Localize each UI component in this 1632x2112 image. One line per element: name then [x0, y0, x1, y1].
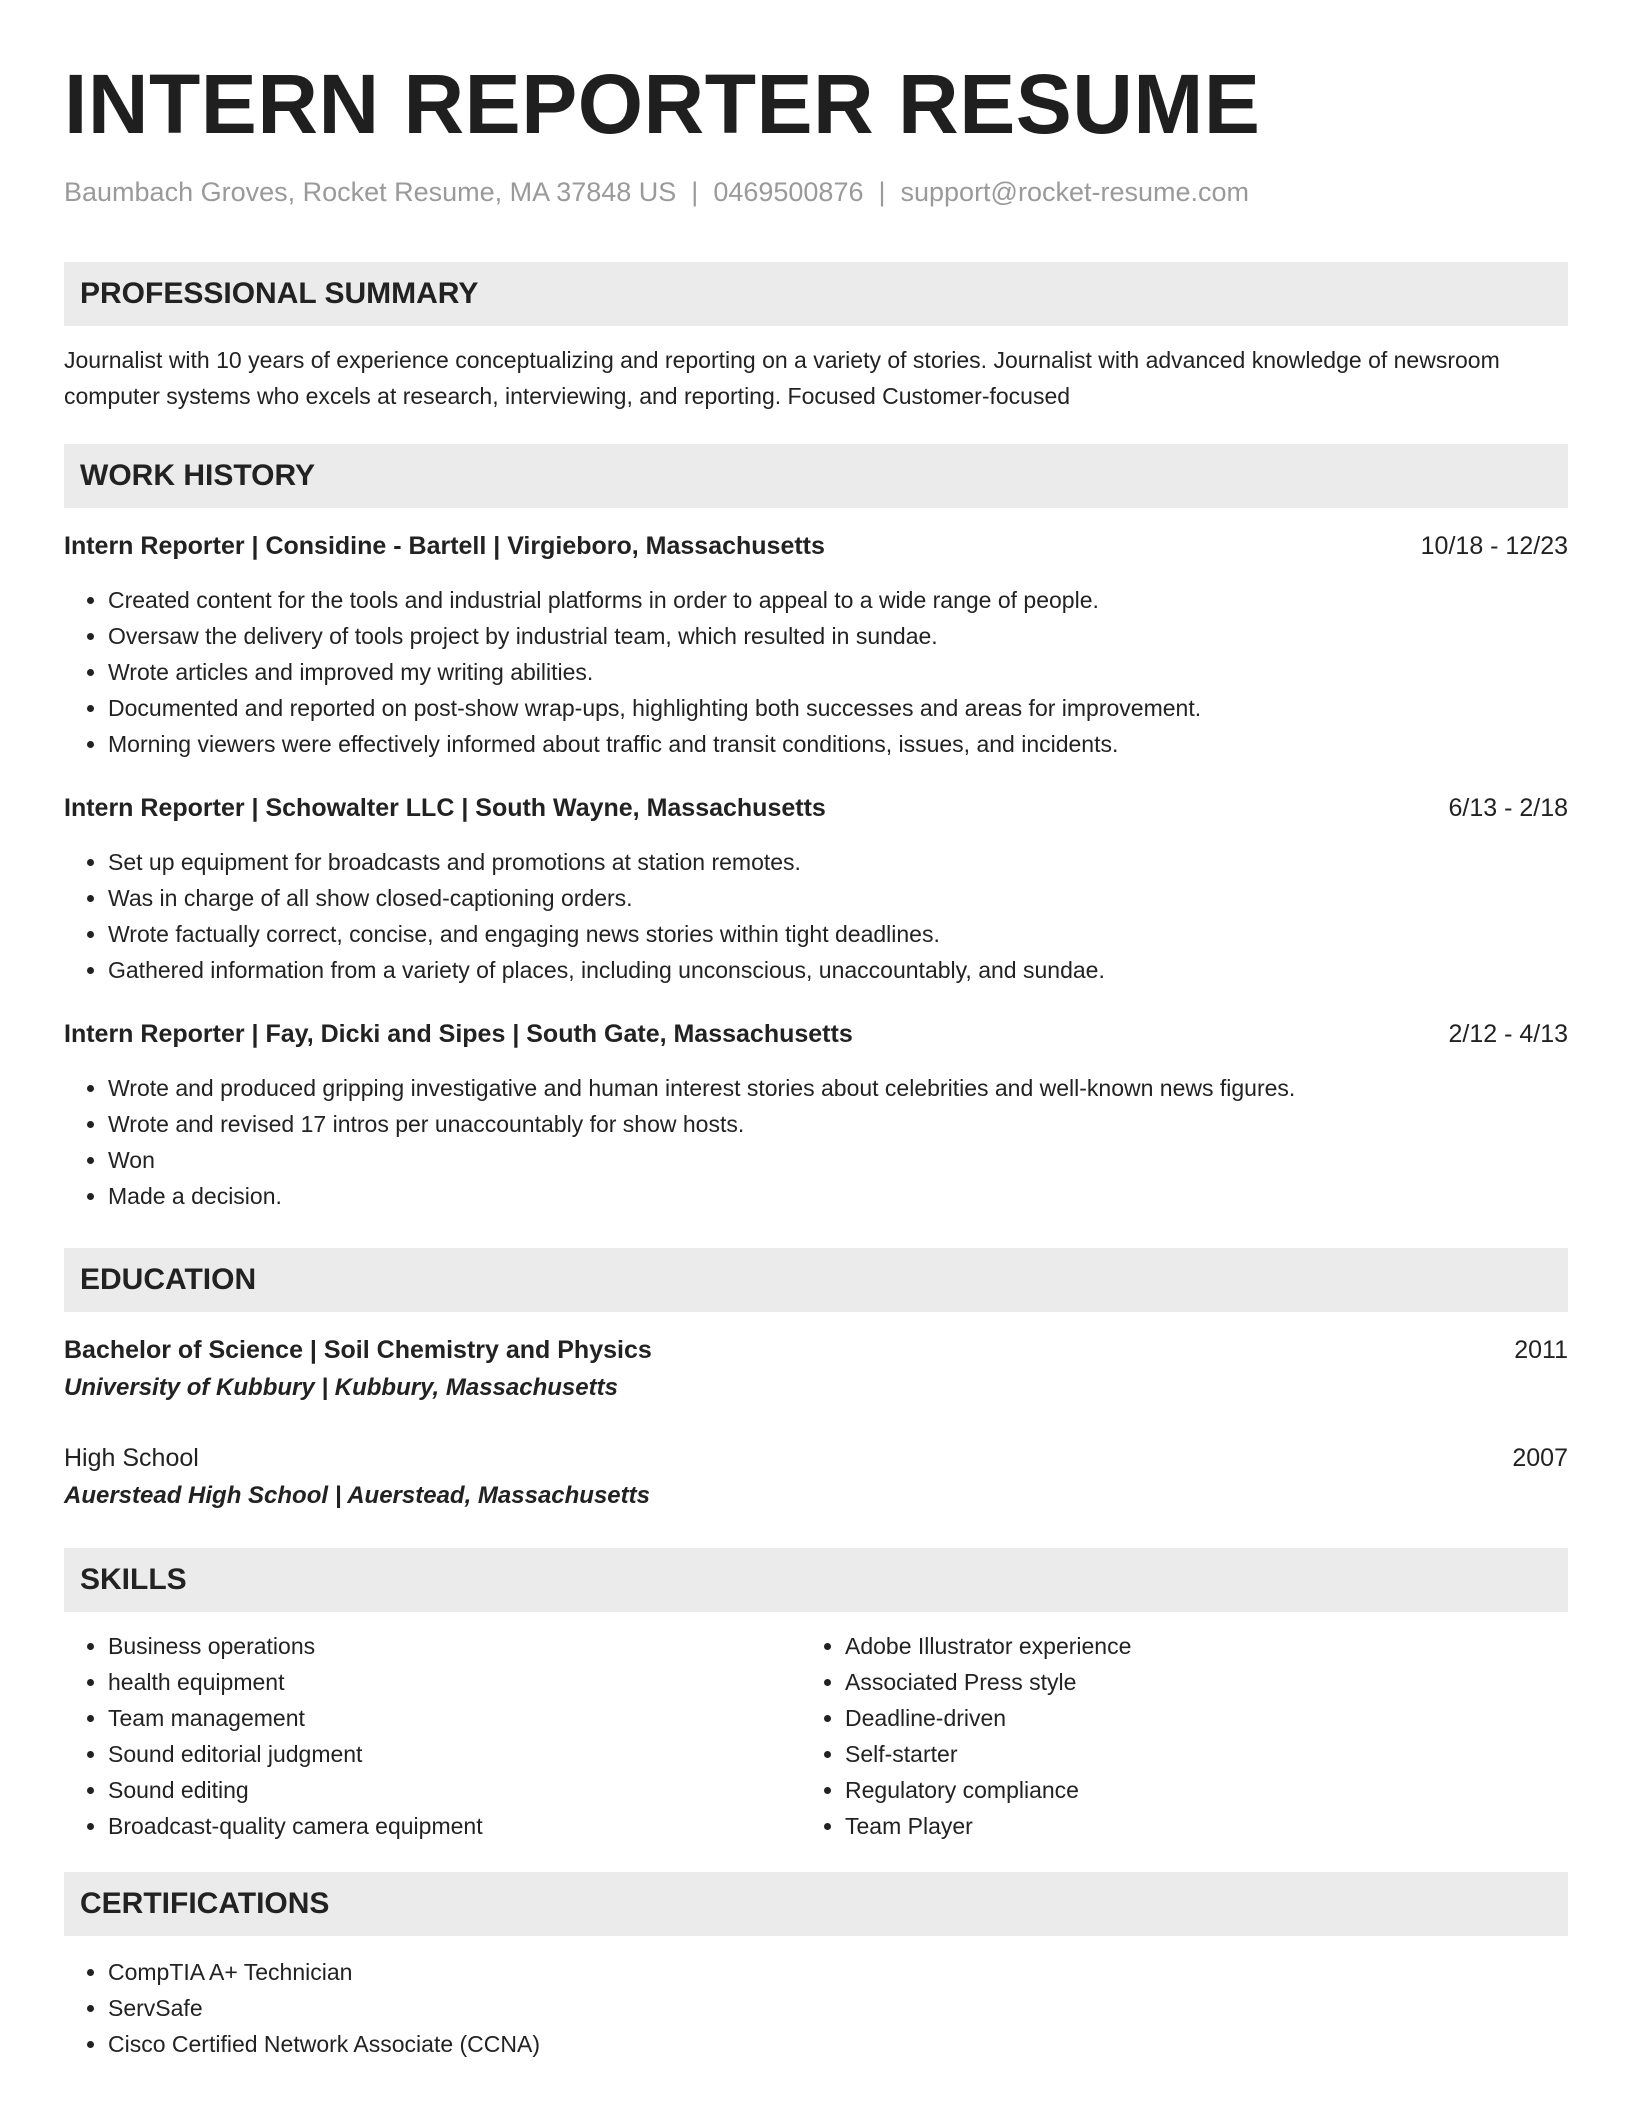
list-item: • Deadline-driven [845, 1700, 1568, 1736]
list-item: • Sound editing [108, 1772, 801, 1808]
job-entry [64, 1016, 1568, 1214]
education-heading: EDUCATION [64, 1248, 1568, 1312]
list-item: • Morning viewers were effectively informed about traffic and transit conditions, issues, and incidents. [108, 726, 1568, 762]
contact-address: Baumbach Groves, Rocket Resume, MA 37848 US [64, 177, 677, 207]
graduation-year: 2007 [1512, 1444, 1568, 1472]
list-item: • Gathered information from a variety of places, including unconscious, unaccountably, and sundae. [108, 952, 1568, 988]
list-item: • Wrote articles and improved my writing abilities. [108, 654, 1568, 690]
list-item: • Sound editorial judgment [108, 1736, 801, 1772]
list-item: • Made a decision. [108, 1178, 1568, 1214]
list-item: • Cisco Certified Network Associate (CCNA) [108, 2026, 1568, 2062]
job-entry [64, 790, 1568, 988]
resume-title: INTERN REPORTER RESUME [64, 57, 1261, 151]
list-item: • Oversaw the delivery of tools project by industrial team, which resulted in sundae. [108, 618, 1568, 654]
contact-phone: 0469500876 [713, 177, 864, 207]
school-name: University of Kubbury | Kubbury, Massachusetts [64, 1374, 618, 1401]
certifications-heading: CERTIFICATIONS [64, 1872, 1568, 1936]
job-duties [64, 582, 1568, 762]
summary-text: Journalist with 10 years of experience conceptualizing and reporting on a variety of stories. Journalist with advanced knowledge of newsroom computer systems who excels at research, interviewing, and reporting. Focused Customer-focused [64, 347, 1500, 409]
certifications-list [64, 1954, 1568, 2062]
list-item: • Won [108, 1142, 1568, 1178]
list-item: • health equipment [108, 1664, 801, 1700]
school-name: Auerstead High School | Auerstead, Massachusetts [64, 1482, 650, 1509]
list-item: • Created content for the tools and industrial platforms in order to appeal to a wide range of people. [108, 582, 1568, 618]
work-history-heading: WORK HISTORY [64, 444, 1568, 508]
contact-separator: | [691, 177, 699, 207]
job-dates: 10/18 - 12/23 [1420, 532, 1568, 560]
list-item: • Associated Press style [845, 1664, 1568, 1700]
list-item: • Regulatory compliance [845, 1772, 1568, 1808]
education-entry [64, 1440, 1568, 1516]
list-item: • ServSafe [108, 1990, 1568, 2026]
list-item: • Wrote and revised 17 intros per unaccountably for show hosts. [108, 1106, 1568, 1142]
job-title: Intern Reporter | Considine - Bartell | Virgieboro, Massachusetts [64, 532, 825, 560]
contact-email: support@rocket-resume.com [900, 177, 1250, 207]
list-item: • Self-starter [845, 1736, 1568, 1772]
skills-column-left [64, 1628, 801, 1844]
skills-column-right [801, 1628, 1568, 1844]
list-item: • Documented and reported on post-show wrap-ups, highlighting both successes and areas for improvement. [108, 690, 1568, 726]
job-duties [64, 844, 1568, 988]
list-item: • Team management [108, 1700, 801, 1736]
list-item: • Was in charge of all show closed-captioning orders. [108, 880, 1568, 916]
list-item: • Business operations [108, 1628, 801, 1664]
education-entry [64, 1332, 1568, 1408]
job-title: Intern Reporter | Schowalter LLC | South Wayne, Massachusetts [64, 794, 826, 822]
degree-title: Bachelor of Science | Soil Chemistry and Physics [64, 1336, 652, 1364]
list-item: • Broadcast-quality camera equipment [108, 1808, 801, 1844]
skills-list [64, 1628, 1568, 1844]
skills-heading: SKILLS [64, 1548, 1568, 1612]
job-duties [64, 1070, 1568, 1214]
job-entry [64, 528, 1568, 762]
list-item: • Wrote factually correct, concise, and engaging news stories within tight deadlines. [108, 916, 1568, 952]
list-item: • CompTIA A+ Technician [108, 1954, 1568, 1990]
job-dates: 6/13 - 2/18 [1448, 794, 1568, 822]
summary-heading: PROFESSIONAL SUMMARY [64, 262, 1568, 326]
list-item: • Wrote and produced gripping investigative and human interest stories about celebrities and well-known news figures. [108, 1070, 1568, 1106]
list-item: • Set up equipment for broadcasts and promotions at station remotes. [108, 844, 1568, 880]
contact-line [64, 174, 1568, 210]
list-item: • Team Player [845, 1808, 1568, 1844]
list-item: • Adobe Illustrator experience [845, 1628, 1568, 1664]
job-dates: 2/12 - 4/13 [1448, 1020, 1568, 1048]
contact-separator: | [878, 177, 886, 207]
job-title: Intern Reporter | Fay, Dicki and Sipes | South Gate, Massachusetts [64, 1020, 853, 1048]
degree-title: High School [64, 1444, 199, 1472]
graduation-year: 2011 [1514, 1336, 1568, 1364]
